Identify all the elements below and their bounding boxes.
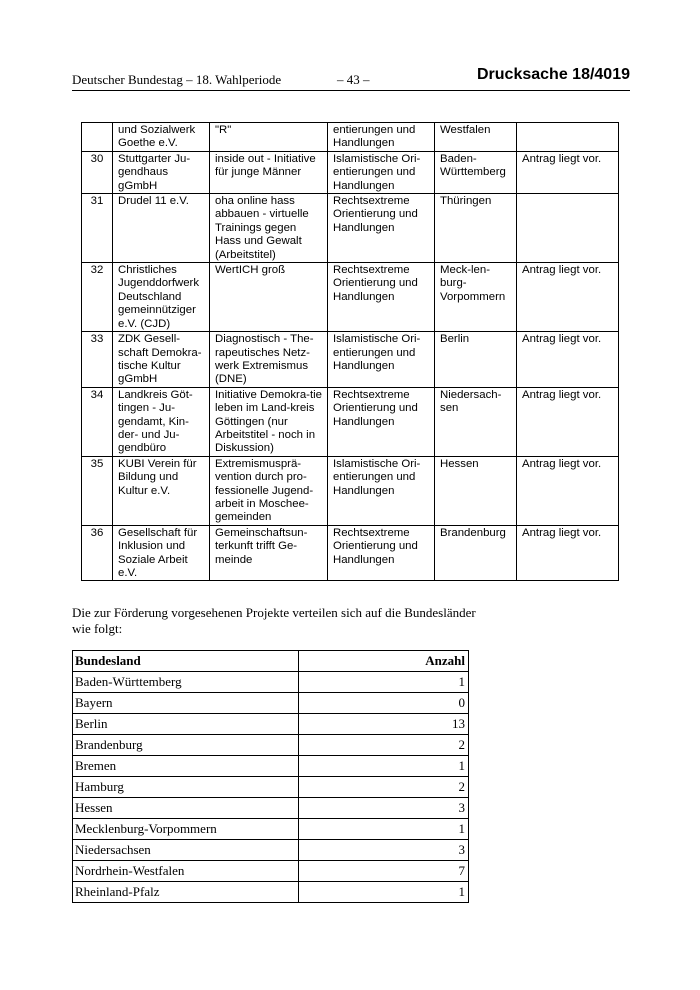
state-name: Berlin (73, 714, 299, 735)
state-name: Mecklenburg-Vorpommern (73, 819, 299, 840)
state-name: Bayern (73, 693, 299, 714)
table-row (73, 840, 469, 861)
state-count: 1 (299, 819, 469, 840)
table-row (82, 151, 619, 193)
table-row (73, 798, 469, 819)
table-row (73, 861, 469, 882)
project-title: "R" (210, 123, 328, 152)
project-traeger: Landkreis Göt-tingen - Ju-gendamt, Kin-der- und Ju-gendbüro (113, 387, 210, 456)
project-traeger: Gesellschaft für Inklusion und Soziale Arbeit e.V. (113, 525, 210, 581)
table-row (82, 525, 619, 581)
project-state: Westfalen (435, 123, 517, 152)
project-topic: entierungen und Handlungen (328, 123, 435, 152)
project-topic: Rechtsextreme Orientierung und Handlungen (328, 525, 435, 581)
state-name: Rheinland-Pfalz (73, 882, 299, 903)
project-state: Thüringen (435, 194, 517, 263)
table-row (73, 714, 469, 735)
project-status: Antrag liegt vor. (517, 387, 619, 456)
states-table-body (73, 672, 469, 903)
table-row (73, 672, 469, 693)
state-name: Baden-Württemberg (73, 672, 299, 693)
project-topic: Rechtsextreme Orientierung und Handlungen (328, 387, 435, 456)
state-name: Hessen (73, 798, 299, 819)
project-nr: 31 (82, 194, 113, 263)
project-traeger: Drudel 11 e.V. (113, 194, 210, 263)
table-row (82, 456, 619, 525)
header-divider (72, 90, 630, 91)
project-title: inside out - Initiative für junge Männer (210, 151, 328, 193)
project-status: Antrag liegt vor. (517, 332, 619, 388)
table-row (73, 735, 469, 756)
header-page-number: – 43 – (337, 72, 370, 87)
state-name: Nordrhein-Westfalen (73, 861, 299, 882)
state-count: 7 (299, 861, 469, 882)
project-title: oha online hass abbauen - virtuelle Trainings gegen Hass und Gewalt (Arbeitstitel) (210, 194, 328, 263)
header-parliament: Deutscher Bundestag – 18. Wahlperiode (72, 72, 282, 87)
project-title: Initiative Demokra-tie leben im Land-kreis Göttingen (nur Arbeitstitel - noch in Diskussion) (210, 387, 328, 456)
header-document-number (477, 66, 630, 84)
state-count: 1 (299, 672, 469, 693)
project-nr: 35 (82, 456, 113, 525)
states-table (72, 650, 469, 903)
state-count: 3 (299, 840, 469, 861)
project-state: Berlin (435, 332, 517, 388)
project-traeger: Christliches Jugenddorfwerk Deutschland gemeinnütziger e.V. (CJD) (113, 263, 210, 332)
project-topic: Islamistische Ori-entierungen und Handlungen (328, 456, 435, 525)
project-state: Baden-Württemberg (435, 151, 517, 193)
header-doc-number: 4019 (594, 66, 630, 83)
header-doc-label: Drucksache 18/ (477, 66, 595, 83)
state-count: 0 (299, 693, 469, 714)
state-name: Brandenburg (73, 735, 299, 756)
state-name: Bremen (73, 756, 299, 777)
header-anzahl: Anzahl (299, 651, 469, 672)
project-traeger: ZDK Gesell-schaft Demokra-tische Kultur gGmbH (113, 332, 210, 388)
project-status: Antrag liegt vor. (517, 525, 619, 581)
table-row (82, 123, 619, 152)
states-table-header (73, 651, 469, 672)
project-traeger: KUBI Verein für Bildung und Kultur e.V. (113, 456, 210, 525)
project-nr: 30 (82, 151, 113, 193)
table-row (82, 387, 619, 456)
header-bundesland: Bundesland (73, 651, 299, 672)
project-status: Antrag liegt vor. (517, 263, 619, 332)
projects-table-body (82, 123, 619, 581)
state-count: 13 (299, 714, 469, 735)
project-nr: 32 (82, 263, 113, 332)
project-state: Meck-len-burg-Vorpommern (435, 263, 517, 332)
distribution-paragraph: Die zur Förderung vorgesehenen Projekte verteilen sich auf die Bundesländer wie folgt: (72, 605, 476, 636)
project-traeger: Stuttgarter Ju-gendhaus gGmbH (113, 151, 210, 193)
state-name: Hamburg (73, 777, 299, 798)
table-row (82, 263, 619, 332)
table-row (73, 819, 469, 840)
project-title: WertICH groß (210, 263, 328, 332)
project-status (517, 194, 619, 263)
project-nr: 34 (82, 387, 113, 456)
project-title: Diagnostisch - The-rapeutisches Netz-werk Extremismus (DNE) (210, 332, 328, 388)
table-row (73, 882, 469, 903)
project-title: Gemeinschaftsun-terkunft trifft Ge-meinde (210, 525, 328, 581)
project-traeger: und Sozialwerk Goethe e.V. (113, 123, 210, 152)
table-row (82, 194, 619, 263)
project-status (517, 123, 619, 152)
project-nr: 36 (82, 525, 113, 581)
project-topic: Islamistische Ori-entierungen und Handlungen (328, 151, 435, 193)
project-topic: Rechtsextreme Orientierung und Handlungen (328, 194, 435, 263)
table-row (73, 756, 469, 777)
state-count: 2 (299, 777, 469, 798)
table-row (73, 777, 469, 798)
state-count: 2 (299, 735, 469, 756)
state-count: 1 (299, 882, 469, 903)
page-header (72, 66, 630, 90)
state-name: Niedersachsen (73, 840, 299, 861)
project-state: Hessen (435, 456, 517, 525)
projects-table (81, 122, 619, 581)
project-status: Antrag liegt vor. (517, 151, 619, 193)
project-topic: Rechtsextreme Orientierung und Handlungen (328, 263, 435, 332)
project-topic: Islamistische Ori-entierungen und Handlungen (328, 332, 435, 388)
project-title: Extremismusprä-vention durch pro-fessionelle Jugend-arbeit in Moschee-gemeinden (210, 456, 328, 525)
table-row (82, 332, 619, 388)
state-count: 3 (299, 798, 469, 819)
table-row (73, 693, 469, 714)
project-state: Niedersach-sen (435, 387, 517, 456)
state-count: 1 (299, 756, 469, 777)
project-nr: 33 (82, 332, 113, 388)
project-status: Antrag liegt vor. (517, 456, 619, 525)
project-state: Brandenburg (435, 525, 517, 581)
project-nr (82, 123, 113, 152)
